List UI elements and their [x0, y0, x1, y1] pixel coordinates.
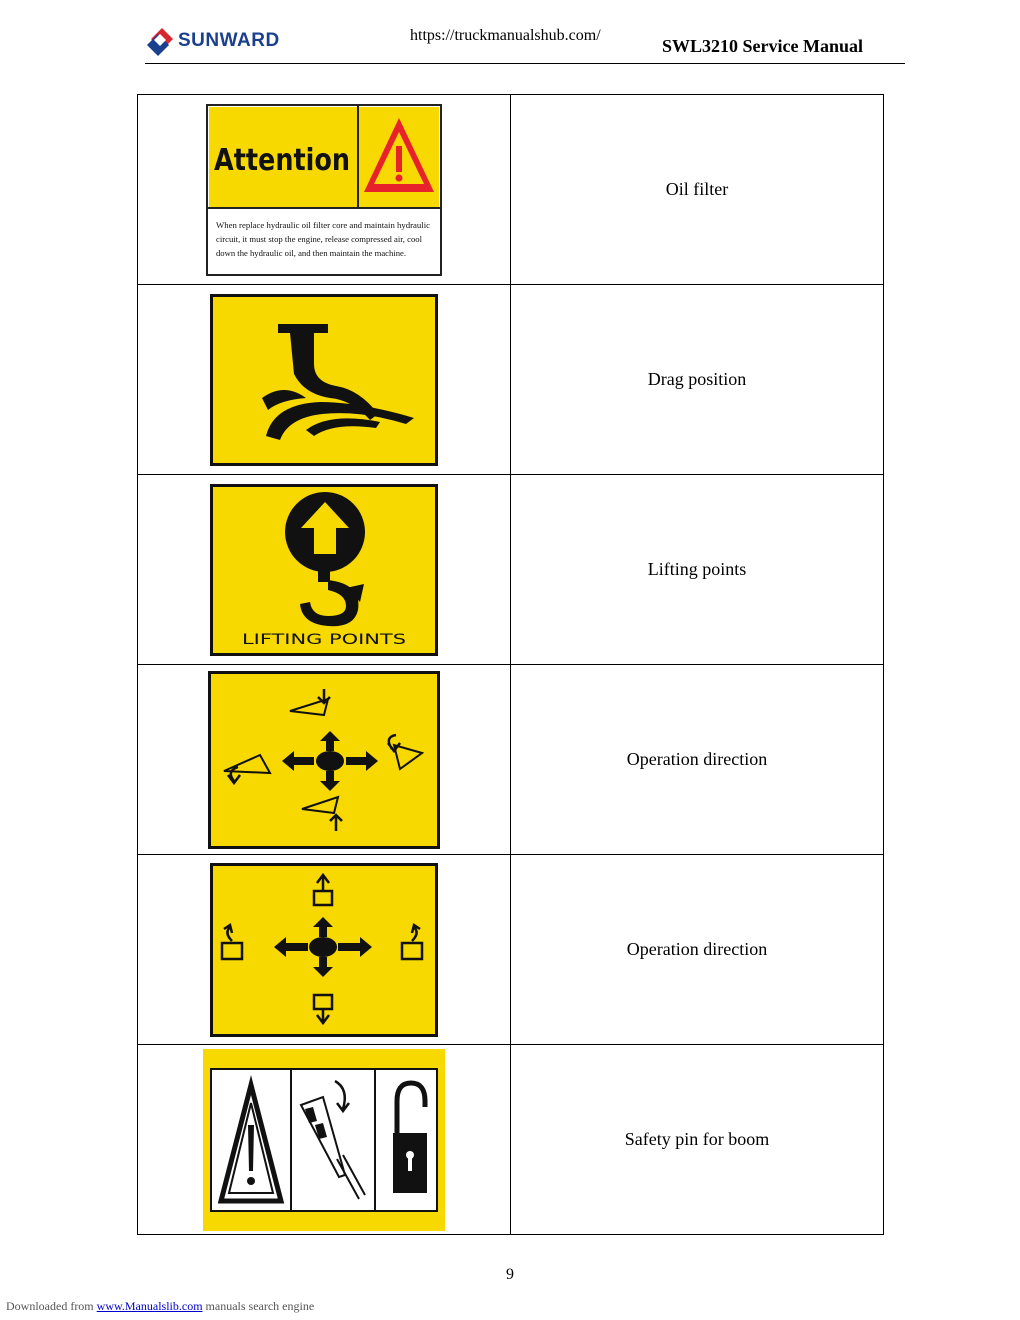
sign-cell: [138, 95, 511, 285]
sign-cell: [138, 1045, 511, 1235]
safety-signs-table: [137, 94, 884, 1235]
operation-direction-bucket-icon: [208, 671, 440, 849]
sign-label: Oil filter: [511, 95, 884, 285]
manual-title: SWL3210 Service Manual: [662, 36, 863, 56]
footer-suffix: manuals search engine: [205, 1299, 315, 1313]
sign-label: Drag position: [511, 285, 884, 475]
download-footer: [6, 1299, 314, 1314]
table-row: [138, 1045, 884, 1235]
lifting-points-caption: LIFTING POINTS: [242, 631, 407, 648]
sign-cell: [138, 475, 511, 665]
sign-label: Safety pin for boom: [511, 1045, 884, 1235]
attention-text-line-3: down the hydraulic oil, and then maintain the machine.: [216, 248, 406, 258]
page-number: 9: [506, 1266, 514, 1283]
header-divider: [145, 63, 905, 64]
table-row: [138, 95, 884, 285]
safety-pin-icon: [203, 1049, 445, 1231]
lifting-points-icon: [210, 484, 438, 656]
drag-position-icon: [210, 294, 438, 466]
operation-direction-fork-icon: [210, 863, 438, 1037]
header-url[interactable]: https://truckmanualshub.com/: [410, 27, 601, 44]
footer-prefix: Downloaded from: [6, 1299, 94, 1313]
sign-label: Lifting points: [511, 475, 884, 665]
sign-cell: [138, 665, 511, 855]
attention-text-line-1: When replace hydraulic oil filter core and maintain hydraulic: [216, 220, 431, 230]
manualslib-link[interactable]: www.Manualslib.com: [96, 1299, 203, 1313]
page-header: [0, 0, 1020, 70]
sign-cell: [138, 285, 511, 475]
attention-heading: Attention: [214, 142, 350, 178]
table-row: [138, 855, 884, 1045]
attention-sign-icon: [206, 104, 442, 276]
sign-label: Operation direction: [511, 855, 884, 1045]
table-row: [138, 665, 884, 855]
sign-cell: [138, 855, 511, 1045]
attention-text-line-2: circuit, it must stop the engine, release compressed air, cool: [216, 234, 423, 244]
table-row: [138, 475, 884, 665]
table-row: [138, 285, 884, 475]
logo-wordmark: SUNWARD: [178, 30, 280, 51]
sign-label: Operation direction: [511, 665, 884, 855]
